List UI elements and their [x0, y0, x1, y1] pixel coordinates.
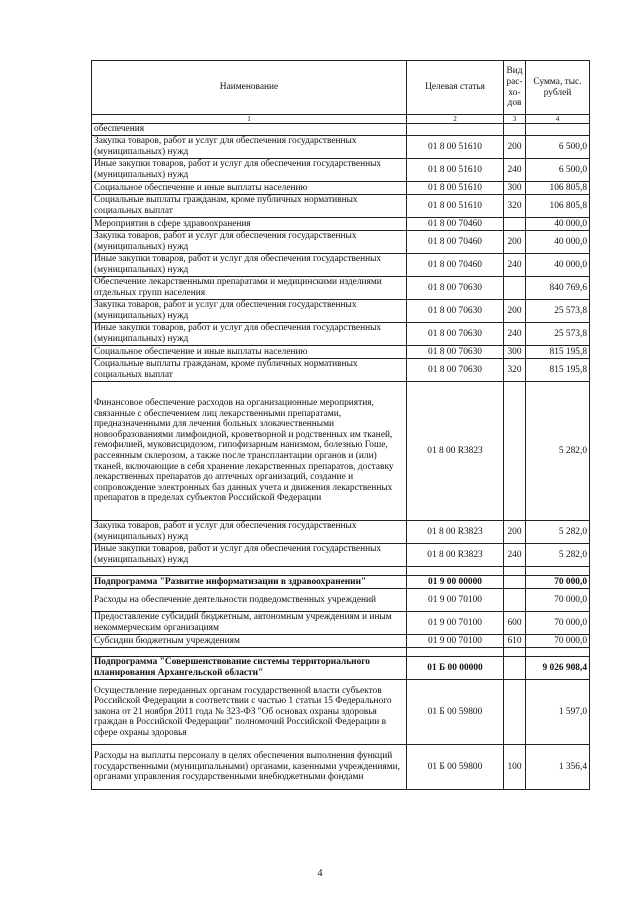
cell-code: 01 9 00 70100	[407, 635, 504, 648]
page-number: 4	[317, 868, 323, 879]
table-row	[92, 612, 590, 635]
cell-vid: 200	[504, 300, 526, 323]
cell-name: Социальные выплаты гражданам, кроме публичных нормативных социальных выплат	[92, 359, 407, 382]
cell-vid: 600	[504, 612, 526, 635]
header-sum: Сумма, тыс. рублей	[526, 61, 590, 115]
empty-cell	[504, 648, 526, 657]
table-row	[92, 124, 590, 136]
cell-sum: 815 195,8	[526, 359, 590, 382]
cell-code: 01 Б 00 59800	[407, 680, 504, 745]
empty-cell	[504, 567, 526, 576]
cell-vid: 300	[504, 346, 526, 359]
cell-code: 01 9 00 70100	[407, 612, 504, 635]
cell-vid	[504, 218, 526, 231]
empty-cell	[92, 567, 407, 576]
cell-vid	[504, 657, 526, 680]
empty-cell	[526, 567, 590, 576]
cell-code: 01 8 00 R3823	[407, 544, 504, 567]
table-row	[92, 182, 590, 195]
spacer-row	[92, 648, 590, 657]
cell-sum: 25 573,8	[526, 323, 590, 346]
cell-vid: 200	[504, 231, 526, 254]
cell-sum: 5 282,0	[526, 382, 590, 521]
empty-cell	[407, 648, 504, 657]
cell-code: 01 Б 00 00000	[407, 657, 504, 680]
cell-name: Иные закупки товаров, работ и услуг для обеспечения государственных (муниципальных) нужд	[92, 254, 407, 277]
cell-code: 01 8 00 70630	[407, 359, 504, 382]
header-row	[92, 61, 590, 115]
cell-sum: 106 805,8	[526, 195, 590, 218]
cell-vid: 320	[504, 359, 526, 382]
cell-code: 01 8 00 51610	[407, 182, 504, 195]
cell-vid	[504, 589, 526, 612]
cell-vid: 200	[504, 136, 526, 159]
cell-sum: 1 356,4	[526, 745, 590, 790]
table-row	[92, 544, 590, 567]
cell-sum: 6 500,0	[526, 159, 590, 182]
table-row	[92, 277, 590, 300]
cell-name: Осуществление переданных органам государственной власти субъектов Российской Федерации в соответствии с частью 1 статьи 15 Федерального закона от 21 ноября 2011 года № 323-ФЗ "Об основах охраны здоровья граждан в Российской Федерации" полномочий Российской Федерации в сфере охраны здоровья	[92, 680, 407, 745]
cell-name: Иные закупки товаров, работ и услуг для обеспечения государственных (муниципальных) нужд	[92, 159, 407, 182]
cell-vid: 300	[504, 182, 526, 195]
column-number: 2	[407, 115, 504, 124]
cell-name: Обеспечение лекарственными препаратами и медицинскими изделиями отдельных групп населения	[92, 277, 407, 300]
cell-sum: 106 805,8	[526, 182, 590, 195]
cell-name: Социальные выплаты гражданам, кроме публичных нормативных социальных выплат	[92, 195, 407, 218]
table-row	[92, 346, 590, 359]
cell-sum: 70 000,0	[526, 576, 590, 589]
cell-name: Предоставление субсидий бюджетным, автономным учреждениям и иным некоммерческим организациям	[92, 612, 407, 635]
cell-code: 01 8 00 70630	[407, 346, 504, 359]
cell-code: 01 8 00 70460	[407, 231, 504, 254]
cell-name: Расходы на обеспечение деятельности подведомственных учреждений	[92, 589, 407, 612]
cell-code: 01 8 00 51610	[407, 159, 504, 182]
cell-sum: 5 282,0	[526, 521, 590, 544]
cell-sum: 815 195,8	[526, 346, 590, 359]
cell-sum: 840 769,6	[526, 277, 590, 300]
table-row	[92, 300, 590, 323]
budget-table	[91, 60, 590, 790]
cell-vid	[504, 382, 526, 521]
cell-code: 01 9 00 70100	[407, 589, 504, 612]
cell-sum: 70 000,0	[526, 635, 590, 648]
cell-code: 01 8 00 R3823	[407, 382, 504, 521]
table-row	[92, 323, 590, 346]
cell-name: Закупка товаров, работ и услуг для обеспечения государственных (муниципальных) нужд	[92, 231, 407, 254]
table-row	[92, 136, 590, 159]
table-row	[92, 254, 590, 277]
table-row	[92, 195, 590, 218]
cell-code	[407, 124, 504, 136]
table-row	[92, 745, 590, 790]
table-row	[92, 680, 590, 745]
header-vid: Вид рас-хо-дов	[504, 61, 526, 115]
cell-code: 01 8 00 51610	[407, 195, 504, 218]
empty-cell	[526, 648, 590, 657]
cell-code: 01 Б 00 59800	[407, 745, 504, 790]
document-page	[91, 60, 589, 790]
subprogram-row	[92, 657, 590, 680]
cell-code: 01 9 00 00000	[407, 576, 504, 589]
cell-vid: 100	[504, 745, 526, 790]
cell-sum: 5 282,0	[526, 544, 590, 567]
cell-code: 01 8 00 R3823	[407, 521, 504, 544]
cell-vid: 610	[504, 635, 526, 648]
cell-name: Подпрограмма "Развитие информатизации в здравоохранении"	[92, 576, 407, 589]
cell-name: Закупка товаров, работ и услуг для обеспечения государственных (муниципальных) нужд	[92, 300, 407, 323]
cell-sum: 1 597,0	[526, 680, 590, 745]
cell-sum: 6 500,0	[526, 136, 590, 159]
column-number: 1	[92, 115, 407, 124]
cell-sum: 40 000,0	[526, 218, 590, 231]
cell-sum: 70 000,0	[526, 612, 590, 635]
cell-code: 01 8 00 70460	[407, 218, 504, 231]
cell-code: 01 8 00 70630	[407, 300, 504, 323]
cell-name: Закупка товаров, работ и услуг для обеспечения государственных (муниципальных) нужд	[92, 521, 407, 544]
cell-vid: 240	[504, 159, 526, 182]
cell-name: Субсидии бюджетным учреждениям	[92, 635, 407, 648]
column-number-row	[92, 115, 590, 124]
cell-vid: 240	[504, 254, 526, 277]
table-row	[92, 635, 590, 648]
cell-vid: 240	[504, 544, 526, 567]
table-row	[92, 521, 590, 544]
empty-cell	[92, 648, 407, 657]
cell-name: Социальное обеспечение и иные выплаты населению	[92, 182, 407, 195]
cell-sum: 40 000,0	[526, 231, 590, 254]
column-number: 3	[504, 115, 526, 124]
cell-sum: 9 026 908,4	[526, 657, 590, 680]
cell-name: Финансовое обеспечение расходов на организационные мероприятия, связанные с обеспечением лиц лекарственными препаратами, предназначенными для лечения больных злокачественными новообразованиями лимфоидной, кроветворной и родственных им тканей, гемофилией, муковисцидозом, гипофизарным нанизмом, болезнью Гоше, рассеянным склерозом, а также после трансплантации органов и (или) тканей, включающие в себя хранение лекарственных препаратов, доставку лекарственных препаратов до аптечных организаций, создание и сопровождение электронных баз данных учета и движения лекарственных препаратов в пределах субъектов Российской Федерации	[92, 382, 407, 521]
cell-sum	[526, 124, 590, 136]
table-row	[92, 231, 590, 254]
cell-vid	[504, 680, 526, 745]
subprogram-row	[92, 576, 590, 589]
cell-code: 01 8 00 70630	[407, 277, 504, 300]
table-row	[92, 589, 590, 612]
cell-sum: 70 000,0	[526, 589, 590, 612]
cell-name: Социальное обеспечение и иные выплаты населению	[92, 346, 407, 359]
cell-code: 01 8 00 70630	[407, 323, 504, 346]
table-body	[92, 124, 590, 790]
cell-sum: 40 000,0	[526, 254, 590, 277]
cell-name: Иные закупки товаров, работ и услуг для обеспечения государственных (муниципальных) нужд	[92, 544, 407, 567]
cell-name: Закупка товаров, работ и услуг для обеспечения государственных (муниципальных) нужд	[92, 136, 407, 159]
cell-vid: 240	[504, 323, 526, 346]
cell-code: 01 8 00 70460	[407, 254, 504, 277]
table-row	[92, 382, 590, 521]
cell-vid	[504, 576, 526, 589]
cell-sum: 25 573,8	[526, 300, 590, 323]
column-number: 4	[526, 115, 590, 124]
cell-vid: 320	[504, 195, 526, 218]
cell-vid: 200	[504, 521, 526, 544]
spacer-row	[92, 567, 590, 576]
cell-name: Иные закупки товаров, работ и услуг для обеспечения государственных (муниципальных) нужд	[92, 323, 407, 346]
header-name: Наименование	[92, 61, 407, 115]
cell-name: обеспечения	[92, 124, 407, 136]
cell-name: Расходы на выплаты персоналу в целях обеспечения выполнения функций государственными (муниципальными) органами, казенными учреждениями, органами управления государственными внебюджетными фондами	[92, 745, 407, 790]
table-row	[92, 359, 590, 382]
cell-vid	[504, 124, 526, 136]
cell-code: 01 8 00 51610	[407, 136, 504, 159]
table-row	[92, 159, 590, 182]
table-row	[92, 218, 590, 231]
cell-vid	[504, 277, 526, 300]
cell-name: Мероприятия в сфере здравоохранения	[92, 218, 407, 231]
cell-name: Подпрограмма "Совершенствование системы территориального планирования Архангельской области"	[92, 657, 407, 680]
empty-cell	[407, 567, 504, 576]
header-code: Целевая статья	[407, 61, 504, 115]
